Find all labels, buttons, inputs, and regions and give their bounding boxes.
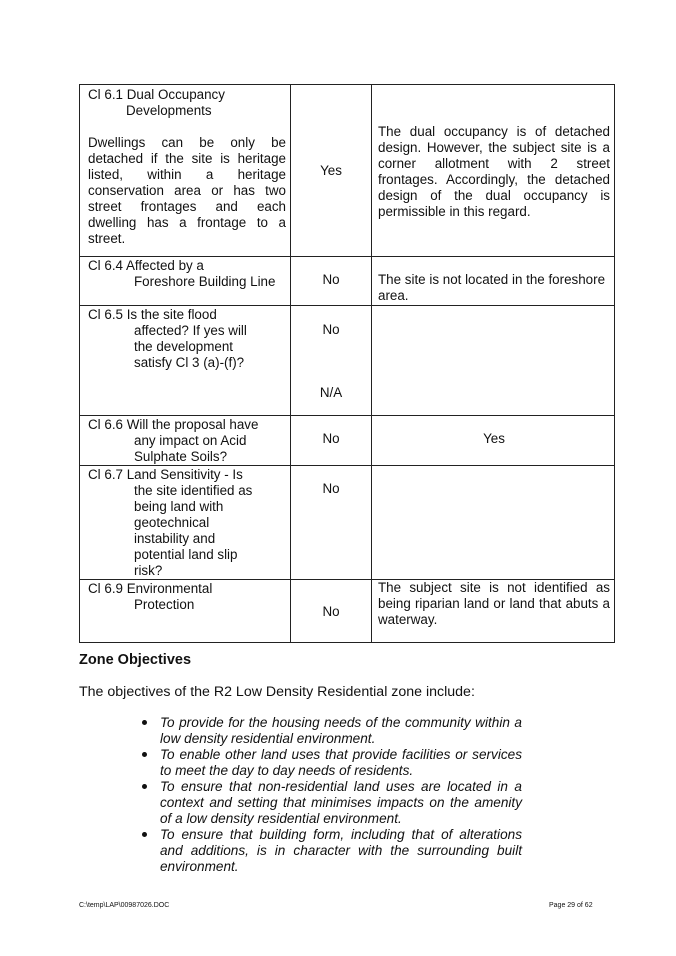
comment-text: Yes <box>483 431 505 446</box>
comment-cell <box>372 466 615 580</box>
comment-cell <box>372 85 615 257</box>
compliance-table <box>79 84 615 643</box>
objective-text: To ensure that non-residential land uses are located in a context and setting that minimises impacts on the amenity of a low density residential environment. <box>160 779 522 826</box>
bullet-icon <box>142 720 147 725</box>
list-item <box>142 779 522 827</box>
compliance-cell <box>291 306 372 416</box>
table-row <box>80 466 615 580</box>
clause-title: Cl 6.1 Dual Occupancy <box>88 87 225 102</box>
clause-cell <box>80 306 291 416</box>
footer-page-number: Page 29 of 62 <box>549 902 593 909</box>
list-item <box>142 715 522 747</box>
clause-title-continued: any impact on Acid Sulphate Soils? <box>134 433 247 464</box>
comment-cell <box>372 416 615 466</box>
comment-cell <box>372 306 615 416</box>
bullet-icon <box>142 752 147 757</box>
clause-cell <box>80 257 291 306</box>
footer-file-path: C:\temp\LAP\00987026.DOC <box>79 902 170 909</box>
bullet-icon <box>142 784 147 789</box>
compliance-value: No <box>322 604 340 619</box>
table-row <box>80 580 615 643</box>
compliance-value: No <box>322 431 340 446</box>
table-row <box>80 85 615 257</box>
compliance-cell <box>291 416 372 466</box>
comment-cell <box>372 257 615 306</box>
list-item <box>142 827 522 875</box>
compliance-value: No <box>322 272 340 287</box>
compliance-value: No <box>322 322 340 337</box>
comment-cell <box>372 580 615 643</box>
section-heading: Zone Objectives <box>79 652 192 668</box>
section-intro: The objectives of the R2 Low Density Residential zone include: <box>79 684 475 700</box>
clause-title: Cl 6.9 Environmental <box>88 581 213 596</box>
compliance-cell <box>291 257 372 306</box>
objectives-list <box>142 715 522 875</box>
clause-title-continued: Developments <box>126 103 212 118</box>
clause-cell <box>80 416 291 466</box>
clause-cell <box>80 85 291 257</box>
clause-title: Cl 6.4 Affected by a <box>88 258 204 273</box>
compliance-cell <box>291 466 372 580</box>
clause-title-continued: Protection <box>134 597 195 612</box>
clause-title-continued: the site identified as being land with geotechnical instability and potential land slip risk? <box>134 483 253 578</box>
compliance-cell <box>291 580 372 643</box>
clause-cell <box>80 580 291 643</box>
clause-title-continued: affected? If yes will the development satisfy Cl 3 (a)-(f)? <box>134 323 247 370</box>
table-row <box>80 306 615 416</box>
clause-detail: Dwellings can be only be detached if the site is heritage listed, within a heritage conservation area or has two street frontages and each dwelling has a frontage to a street. <box>88 135 286 246</box>
objective-text: To ensure that building form, including that of alterations and additions, is in character with the surrounding built environment. <box>160 827 522 874</box>
clause-title: Cl 6.6 Will the proposal have <box>88 417 259 432</box>
table-row <box>80 257 615 306</box>
comment-text: The site is not located in the foreshore area. <box>378 272 606 303</box>
bullet-icon <box>142 832 147 837</box>
clause-title-continued: Foreshore Building Line <box>134 274 276 289</box>
compliance-value-secondary: N/A <box>319 385 343 400</box>
compliance-value: Yes <box>320 162 342 178</box>
table-row <box>80 416 615 466</box>
compliance-cell <box>291 85 372 257</box>
list-item <box>142 747 522 779</box>
compliance-value: No <box>322 481 340 496</box>
clause-title: Cl 6.7 Land Sensitivity - Is <box>88 467 243 482</box>
objective-text: To enable other land uses that provide facilities or services to meet the day to day needs of residents. <box>160 747 522 778</box>
comment-text: The subject site is not identified as being riparian land or land that abuts a waterway. <box>378 580 610 627</box>
clause-cell <box>80 466 291 580</box>
objective-text: To provide for the housing needs of the community within a low density residential environment. <box>160 715 522 746</box>
clause-title: Cl 6.5 Is the site flood <box>88 307 217 322</box>
comment-text: The dual occupancy is of detached design. However, the subject site is a corner allotment with 2 street frontages. Accordingly, the detached design of the dual occupancy is permissible in this regard. <box>378 124 610 219</box>
